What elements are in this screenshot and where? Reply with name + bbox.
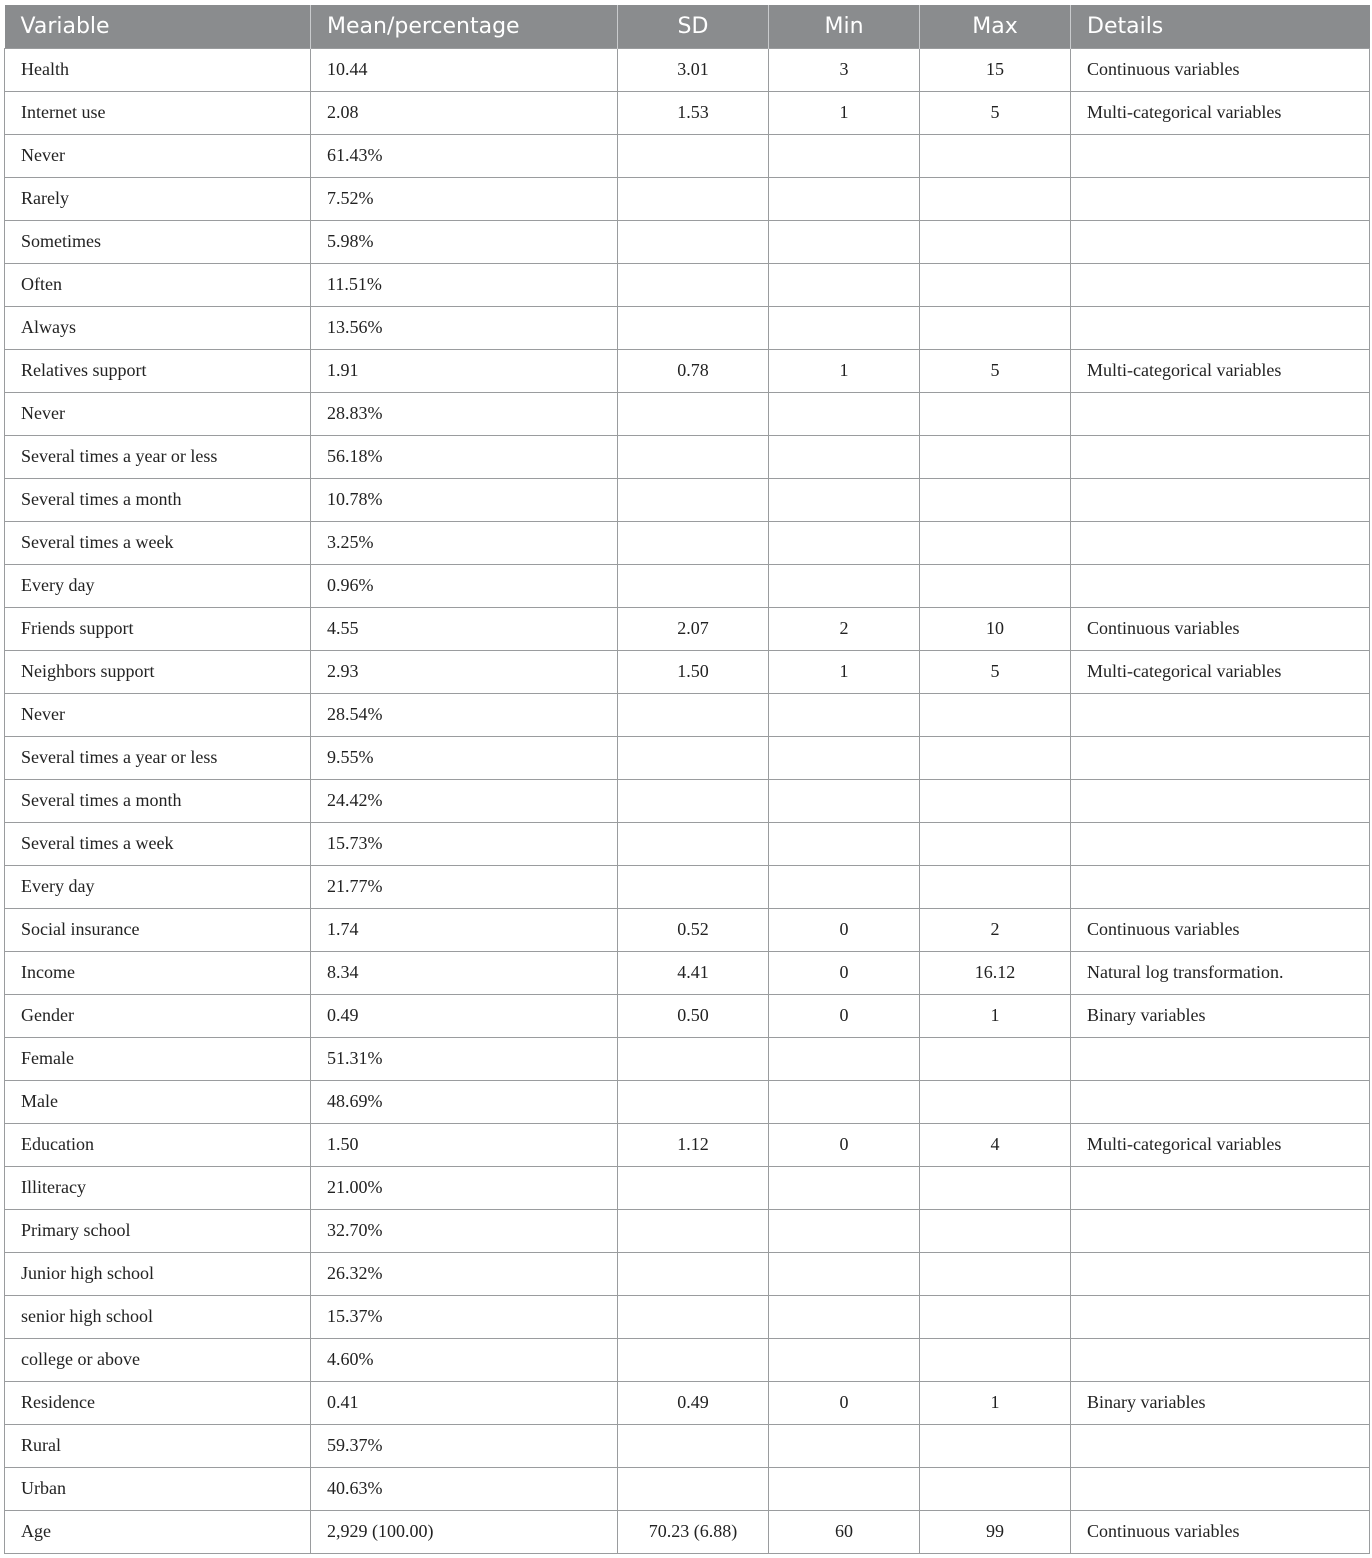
min-cell (769, 392, 920, 435)
mean-percentage-cell: 4.60% (311, 1338, 618, 1381)
mean-percentage-cell: 7.52% (311, 177, 618, 220)
variable-cell: Sometimes (5, 220, 311, 263)
min-cell (769, 134, 920, 177)
variable-cell: Often (5, 263, 311, 306)
sd-cell (618, 1166, 769, 1209)
details-cell: Continuous variables (1071, 48, 1370, 91)
table-row (5, 1510, 1370, 1553)
table-row (5, 1424, 1370, 1467)
mean-percentage-cell: 24.42% (311, 779, 618, 822)
mean-percentage-cell: 28.54% (311, 693, 618, 736)
details-cell (1071, 1080, 1370, 1123)
mean-percentage-cell: 2.93 (311, 650, 618, 693)
variable-cell: Female (5, 1037, 311, 1080)
min-cell: 1 (769, 91, 920, 134)
sd-cell (618, 865, 769, 908)
max-cell: 2 (920, 908, 1071, 951)
details-cell (1071, 822, 1370, 865)
header-row (5, 5, 1370, 48)
variable-cell: Age (5, 1510, 311, 1553)
table-row (5, 306, 1370, 349)
details-cell (1071, 779, 1370, 822)
details-cell (1071, 693, 1370, 736)
details-cell (1071, 1166, 1370, 1209)
variable-cell: Gender (5, 994, 311, 1037)
sd-cell (618, 1080, 769, 1123)
sd-cell (618, 392, 769, 435)
variable-cell: Urban (5, 1467, 311, 1510)
table-row (5, 478, 1370, 521)
variable-cell: Never (5, 693, 311, 736)
sd-cell (618, 521, 769, 564)
max-cell: 5 (920, 91, 1071, 134)
min-cell (769, 220, 920, 263)
mean-percentage-cell: 2.08 (311, 91, 618, 134)
sd-cell (618, 1252, 769, 1295)
details-cell (1071, 1338, 1370, 1381)
sd-cell: 70.23 (6.88) (618, 1510, 769, 1553)
mean-percentage-cell: 21.00% (311, 1166, 618, 1209)
details-cell (1071, 564, 1370, 607)
variable-cell: Always (5, 306, 311, 349)
variable-cell: Several times a month (5, 779, 311, 822)
mean-percentage-cell: 8.34 (311, 951, 618, 994)
sd-cell: 0.78 (618, 349, 769, 392)
min-cell (769, 779, 920, 822)
variable-cell: Several times a year or less (5, 736, 311, 779)
header-max: Max (920, 5, 1071, 48)
sd-cell (618, 736, 769, 779)
min-cell: 1 (769, 650, 920, 693)
details-cell (1071, 1209, 1370, 1252)
table-row (5, 994, 1370, 1037)
variable-cell: Several times a year or less (5, 435, 311, 478)
sd-cell (618, 564, 769, 607)
variable-cell: Education (5, 1123, 311, 1166)
min-cell (769, 1080, 920, 1123)
max-cell (920, 1338, 1071, 1381)
mean-percentage-cell: 48.69% (311, 1080, 618, 1123)
max-cell: 16.12 (920, 951, 1071, 994)
sd-cell (618, 435, 769, 478)
max-cell (920, 177, 1071, 220)
header-min: Min (769, 5, 920, 48)
details-cell (1071, 435, 1370, 478)
max-cell (920, 1467, 1071, 1510)
mean-percentage-cell: 56.18% (311, 435, 618, 478)
variable-cell: Relatives support (5, 349, 311, 392)
variable-cell: Several times a month (5, 478, 311, 521)
table-body (5, 48, 1370, 1553)
descriptive-statistics-table (4, 5, 1370, 1554)
max-cell (920, 1209, 1071, 1252)
details-cell (1071, 1424, 1370, 1467)
max-cell (920, 1295, 1071, 1338)
min-cell (769, 177, 920, 220)
details-cell (1071, 865, 1370, 908)
details-cell: Continuous variables (1071, 607, 1370, 650)
min-cell: 0 (769, 908, 920, 951)
min-cell: 1 (769, 349, 920, 392)
table-row (5, 1166, 1370, 1209)
max-cell (920, 1080, 1071, 1123)
min-cell: 0 (769, 951, 920, 994)
sd-cell (618, 1338, 769, 1381)
table-row (5, 521, 1370, 564)
details-cell (1071, 177, 1370, 220)
header-sd: SD (618, 5, 769, 48)
mean-percentage-cell: 40.63% (311, 1467, 618, 1510)
table-row (5, 564, 1370, 607)
sd-cell (618, 1037, 769, 1080)
table-row (5, 908, 1370, 951)
min-cell (769, 435, 920, 478)
sd-cell: 2.07 (618, 607, 769, 650)
max-cell (920, 736, 1071, 779)
min-cell: 0 (769, 1123, 920, 1166)
max-cell (920, 435, 1071, 478)
max-cell (920, 392, 1071, 435)
table-row (5, 779, 1370, 822)
mean-percentage-cell: 1.74 (311, 908, 618, 951)
mean-percentage-cell: 11.51% (311, 263, 618, 306)
mean-percentage-cell: 0.49 (311, 994, 618, 1037)
sd-cell: 1.50 (618, 650, 769, 693)
table-row (5, 1037, 1370, 1080)
mean-percentage-cell: 51.31% (311, 1037, 618, 1080)
mean-percentage-cell: 0.41 (311, 1381, 618, 1424)
max-cell: 4 (920, 1123, 1071, 1166)
max-cell: 5 (920, 349, 1071, 392)
min-cell (769, 1037, 920, 1080)
header-details: Details (1071, 5, 1370, 48)
details-cell (1071, 1295, 1370, 1338)
mean-percentage-cell: 28.83% (311, 392, 618, 435)
details-cell (1071, 392, 1370, 435)
variable-cell: Never (5, 392, 311, 435)
variable-cell: Rarely (5, 177, 311, 220)
table-row (5, 951, 1370, 994)
variable-cell: Income (5, 951, 311, 994)
table-row (5, 435, 1370, 478)
details-cell (1071, 1037, 1370, 1080)
mean-percentage-cell: 10.78% (311, 478, 618, 521)
variable-cell: Internet use (5, 91, 311, 134)
details-cell: Binary variables (1071, 994, 1370, 1037)
table-row (5, 1123, 1370, 1166)
mean-percentage-cell: 26.32% (311, 1252, 618, 1295)
sd-cell: 0.52 (618, 908, 769, 951)
sd-cell (618, 1209, 769, 1252)
table-row (5, 263, 1370, 306)
min-cell (769, 1295, 920, 1338)
max-cell (920, 134, 1071, 177)
variable-cell: Every day (5, 865, 311, 908)
details-cell: Multi-categorical variables (1071, 650, 1370, 693)
mean-percentage-cell: 1.91 (311, 349, 618, 392)
sd-cell: 1.12 (618, 1123, 769, 1166)
min-cell: 2 (769, 607, 920, 650)
details-cell (1071, 1467, 1370, 1510)
min-cell: 0 (769, 1381, 920, 1424)
max-cell (920, 220, 1071, 263)
details-cell (1071, 521, 1370, 564)
variable-cell: senior high school (5, 1295, 311, 1338)
sd-cell: 0.49 (618, 1381, 769, 1424)
header-variable: Variable (20, 13, 110, 39)
min-cell: 3 (769, 48, 920, 91)
max-cell (920, 693, 1071, 736)
details-cell (1071, 306, 1370, 349)
header-mean-percentage: Mean/percentage (311, 5, 618, 48)
variable-cell: Male (5, 1080, 311, 1123)
max-cell: 5 (920, 650, 1071, 693)
mean-percentage-cell: 1.50 (311, 1123, 618, 1166)
min-cell (769, 693, 920, 736)
mean-percentage-cell: 32.70% (311, 1209, 618, 1252)
details-cell (1071, 736, 1370, 779)
sd-cell: 4.41 (618, 951, 769, 994)
max-cell (920, 1252, 1071, 1295)
variable-cell: Several times a week (5, 822, 311, 865)
sd-cell: 3.01 (618, 48, 769, 91)
details-cell (1071, 478, 1370, 521)
mean-percentage-cell: 59.37% (311, 1424, 618, 1467)
table-row (5, 134, 1370, 177)
mean-percentage-cell: 15.73% (311, 822, 618, 865)
mean-percentage-cell: 21.77% (311, 865, 618, 908)
sd-cell (618, 177, 769, 220)
variable-cell: college or above (5, 1338, 311, 1381)
max-cell (920, 564, 1071, 607)
table-row (5, 91, 1370, 134)
mean-percentage-cell: 9.55% (311, 736, 618, 779)
table-row (5, 865, 1370, 908)
min-cell (769, 478, 920, 521)
sd-cell: 1.53 (618, 91, 769, 134)
table-row (5, 822, 1370, 865)
sd-cell (618, 779, 769, 822)
min-cell (769, 865, 920, 908)
variable-cell: Never (5, 134, 311, 177)
max-cell (920, 779, 1071, 822)
min-cell (769, 1424, 920, 1467)
mean-percentage-cell: 2,929 (100.00) (311, 1510, 618, 1553)
max-cell (920, 521, 1071, 564)
variable-cell: Neighbors support (5, 650, 311, 693)
variable-cell: Rural (5, 1424, 311, 1467)
min-cell (769, 1467, 920, 1510)
mean-percentage-cell: 4.55 (311, 607, 618, 650)
min-cell (769, 521, 920, 564)
sd-cell (618, 1467, 769, 1510)
table-row (5, 650, 1370, 693)
variable-cell: Junior high school (5, 1252, 311, 1295)
details-cell (1071, 1252, 1370, 1295)
table-row (5, 1338, 1370, 1381)
min-cell (769, 564, 920, 607)
variable-cell: Illiteracy (5, 1166, 311, 1209)
table-header (5, 5, 1370, 48)
variable-cell: Health (5, 48, 311, 91)
sd-cell (618, 263, 769, 306)
min-cell (769, 736, 920, 779)
min-cell (769, 1252, 920, 1295)
variable-cell: Friends support (5, 607, 311, 650)
details-cell: Continuous variables (1071, 1510, 1370, 1553)
sd-cell (618, 1295, 769, 1338)
min-cell: 60 (769, 1510, 920, 1553)
table-row (5, 177, 1370, 220)
table-row (5, 693, 1370, 736)
min-cell (769, 306, 920, 349)
max-cell: 1 (920, 994, 1071, 1037)
sd-cell (618, 306, 769, 349)
sd-cell (618, 822, 769, 865)
table-row (5, 349, 1370, 392)
sd-cell (618, 693, 769, 736)
details-cell (1071, 134, 1370, 177)
sd-cell: 0.50 (618, 994, 769, 1037)
min-cell (769, 1338, 920, 1381)
details-cell (1071, 263, 1370, 306)
max-cell (920, 1166, 1071, 1209)
min-cell (769, 822, 920, 865)
details-cell: Multi-categorical variables (1071, 1123, 1370, 1166)
max-cell (920, 822, 1071, 865)
sd-cell (618, 220, 769, 263)
max-cell: 10 (920, 607, 1071, 650)
details-cell: Multi-categorical variables (1071, 91, 1370, 134)
variable-cell: Social insurance (5, 908, 311, 951)
max-cell (920, 306, 1071, 349)
details-cell: Multi-categorical variables (1071, 349, 1370, 392)
variable-cell: Residence (5, 1381, 311, 1424)
mean-percentage-cell: 3.25% (311, 521, 618, 564)
mean-percentage-cell: 15.37% (311, 1295, 618, 1338)
min-cell: 0 (769, 994, 920, 1037)
table-row (5, 392, 1370, 435)
table-row (5, 220, 1370, 263)
max-cell (920, 1424, 1071, 1467)
table-row (5, 1467, 1370, 1510)
min-cell (769, 1209, 920, 1252)
mean-percentage-cell: 0.96% (311, 564, 618, 607)
details-cell: Binary variables (1071, 1381, 1370, 1424)
table-row (5, 1252, 1370, 1295)
variable-cell: Primary school (5, 1209, 311, 1252)
mean-percentage-cell: 13.56% (311, 306, 618, 349)
sd-cell (618, 478, 769, 521)
sd-cell (618, 134, 769, 177)
table-row (5, 1080, 1370, 1123)
min-cell (769, 1166, 920, 1209)
variable-cell: Several times a week (5, 521, 311, 564)
min-cell (769, 263, 920, 306)
table-row (5, 1381, 1370, 1424)
max-cell (920, 478, 1071, 521)
max-cell (920, 263, 1071, 306)
table-row (5, 48, 1370, 91)
mean-percentage-cell: 61.43% (311, 134, 618, 177)
table-row (5, 1209, 1370, 1252)
sd-cell (618, 1424, 769, 1467)
mean-percentage-cell: 5.98% (311, 220, 618, 263)
table-row (5, 607, 1370, 650)
table-row (5, 1295, 1370, 1338)
max-cell: 15 (920, 48, 1071, 91)
mean-percentage-cell: 10.44 (311, 48, 618, 91)
variable-cell: Every day (5, 564, 311, 607)
details-cell: Continuous variables (1071, 908, 1370, 951)
max-cell (920, 865, 1071, 908)
max-cell: 99 (920, 1510, 1071, 1553)
table-row (5, 736, 1370, 779)
details-cell: Natural log transformation. (1071, 951, 1370, 994)
max-cell (920, 1037, 1071, 1080)
details-cell (1071, 220, 1370, 263)
max-cell: 1 (920, 1381, 1071, 1424)
